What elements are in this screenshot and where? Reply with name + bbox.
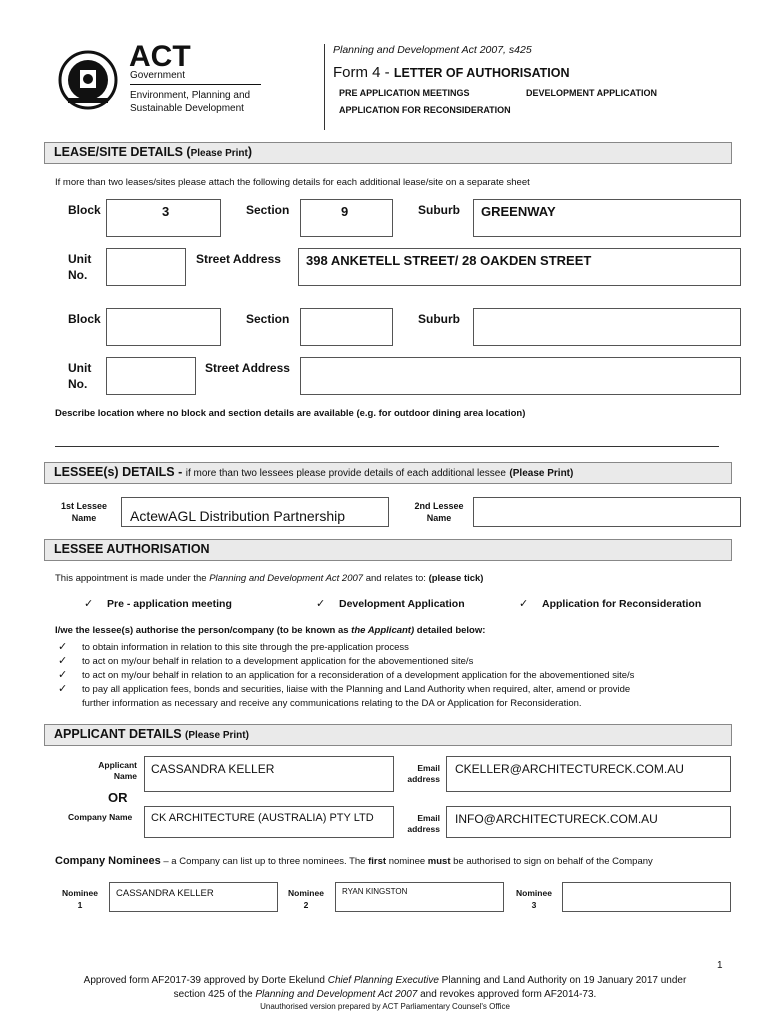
nominees-intro: Company Nominees – a Company can list up to three nominees. The first nominee must be authorised to sign on behalf of the Company: [55, 855, 653, 867]
authorisation-statement: I/we the lessee(s) authorise the person/company (to be known as the Applicant) detailed below:: [55, 625, 486, 636]
lessee-section-title: LESSEE(s) DETAILS - if more than two lessees please provide details of each additional lessee (Please Print): [54, 465, 574, 479]
logo-directorate-line1: Environment, Planning and: [130, 90, 251, 101]
authorisation-item-1: to obtain information in relation to this site through the pre-application process: [82, 642, 409, 653]
company-email-label: Email address: [407, 813, 440, 834]
form-number: Form 4 -: [333, 64, 394, 81]
section-label-1: Section: [246, 203, 290, 217]
nominee-1-label: Nominee 1: [62, 888, 98, 910]
or-label: OR: [108, 790, 128, 805]
item-check-4: ✓: [58, 683, 68, 695]
unit-field-1[interactable]: [106, 248, 186, 286]
section-field-2[interactable]: [300, 308, 393, 346]
applicant-name-label: Applicant Name: [98, 760, 137, 781]
applicant-name-field[interactable]: CASSANDRA KELLER: [144, 756, 394, 792]
first-lessee-field[interactable]: ActewAGL Distribution Partnership: [121, 497, 389, 527]
street-address-label-2: Street Address: [205, 361, 290, 375]
form-option-pre-app: PRE APPLICATION MEETINGS: [339, 88, 470, 98]
street-address-label-1: Street Address: [196, 252, 281, 266]
applicant-section-header: [44, 724, 732, 746]
unit-no-label-1: No.: [68, 268, 88, 282]
page-number: 1: [717, 960, 723, 971]
applicant-section-title: APPLICANT DETAILS (Please Print): [54, 727, 249, 741]
lease-section-title: LEASE/SITE DETAILS (Please Print): [54, 145, 253, 159]
form-option-da: DEVELOPMENT APPLICATION: [526, 88, 658, 98]
da-checkbox[interactable]: ✓: [316, 598, 326, 610]
reconsideration-checkbox[interactable]: ✓: [519, 598, 529, 610]
act-logo: [58, 40, 268, 124]
form-title: [333, 64, 570, 82]
section-label-2: Section: [246, 312, 290, 326]
footer-unauthorised-note: Unauthorised version prepared by ACT Parliamentary Counsel's Office: [260, 1002, 510, 1011]
nominee-3-label: Nominee 3: [516, 888, 552, 910]
applicant-email-field[interactable]: CKELLER@ARCHITECTURECK.COM.AU: [446, 756, 731, 792]
block-label-1: Block: [68, 203, 101, 217]
form-name: LETTER OF AUTHORISATION: [393, 66, 570, 80]
second-lessee-label: 2nd Lessee Name: [414, 501, 464, 523]
authorisation-section-header: [44, 539, 732, 561]
suburb-label-2: Suburb: [418, 312, 460, 326]
block-field-2[interactable]: [106, 308, 221, 346]
suburb-label-1: Suburb: [418, 203, 460, 217]
authorisation-item-4-continued: further information as necessary and receive any communications relating to the DA or Application for Reconsideration.: [82, 698, 582, 709]
lease-section-header: [44, 142, 732, 164]
header-divider: [324, 44, 325, 130]
second-lessee-field[interactable]: [473, 497, 741, 527]
block-field-1[interactable]: 3: [106, 199, 221, 237]
company-email-field[interactable]: INFO@ARCHITECTURECK.COM.AU: [446, 806, 731, 838]
pre-app-option-label: Pre - application meeting: [107, 598, 232, 610]
form-option-reconsideration: APPLICATION FOR RECONSIDERATION: [339, 105, 511, 115]
pre-app-checkbox[interactable]: ✓: [84, 598, 94, 610]
authorisation-item-4: to pay all application fees, bonds and securities, liaise with the Planning and Land Authority when required, alter, amend or provide: [82, 684, 631, 695]
footer-approval-line-2: section 425 of the Planning and Development Act 2007 and revokes approved form AF2014-73.: [173, 989, 597, 1000]
logo-government-text: Government: [130, 70, 186, 81]
footer-approval-line-1: Approved form AF2017-39 approved by Dorte Ekelund Chief Planning Executive Planning and Land Authority on 19 January 2017 under: [83, 975, 687, 986]
block-label-2: Block: [68, 312, 101, 326]
authorisation-intro: This appointment is made under the Planning and Development Act 2007 and relates to: (please tick): [55, 573, 484, 584]
unit-no-label-2: No.: [68, 377, 88, 391]
nominee-2-field[interactable]: RYAN KINGSTON: [335, 882, 504, 912]
logo-directorate-line2: Sustainable Development: [130, 103, 244, 114]
nominee-3-field[interactable]: [562, 882, 731, 912]
logo-rule: [130, 84, 261, 85]
nominee-1-field[interactable]: CASSANDRA KELLER: [109, 882, 278, 912]
reconsideration-option-label: Application for Reconsideration: [542, 598, 702, 610]
street-address-field-2[interactable]: [300, 357, 741, 395]
section-field-1[interactable]: 9: [300, 199, 393, 237]
da-option-label: Development Application: [339, 598, 465, 610]
applicant-email-label: Email address: [407, 763, 440, 784]
unit-label-2: Unit: [68, 361, 92, 375]
first-lessee-label: 1st Lessee Name: [60, 501, 108, 523]
unit-field-2[interactable]: [106, 357, 196, 395]
authorisation-item-2: to act on my/our behalf in relation to a development application for the abovementioned site/s: [82, 656, 474, 667]
lease-instruction: If more than two leases/sites please attach the following details for each additional lease/site on a separate sheet: [55, 177, 530, 188]
authorisation-section-title: LESSEE AUTHORISATION: [54, 542, 210, 556]
company-name-label: Company Name: [68, 812, 133, 822]
suburb-field-1[interactable]: GREENWAY: [473, 199, 741, 237]
location-description-prompt: Describe location where no block and section details are available (e.g. for outdoor dining area location): [55, 408, 526, 419]
item-check-2: ✓: [58, 655, 68, 667]
item-check-3: ✓: [58, 669, 68, 681]
nominee-2-label: Nominee 2: [288, 888, 324, 910]
suburb-field-2[interactable]: [473, 308, 741, 346]
act-reference: Planning and Development Act 2007, s425: [333, 44, 532, 56]
authorisation-item-3: to act on my/our behalf in relation to an application for a reconsideration of a development application for the abovementioned site/s: [82, 670, 635, 681]
logo-act-text: ACT: [129, 40, 191, 73]
company-name-field[interactable]: CK ARCHITECTURE (AUSTRALIA) PTY LTD: [144, 806, 394, 838]
coat-of-arms-icon: [58, 48, 118, 112]
item-check-1: ✓: [58, 641, 68, 653]
location-description-line[interactable]: [55, 446, 719, 447]
street-address-field-1[interactable]: 398 ANKETELL STREET/ 28 OAKDEN STREET: [298, 248, 741, 286]
unit-label-1: Unit: [68, 252, 92, 266]
lessee-section-header: [44, 462, 732, 484]
